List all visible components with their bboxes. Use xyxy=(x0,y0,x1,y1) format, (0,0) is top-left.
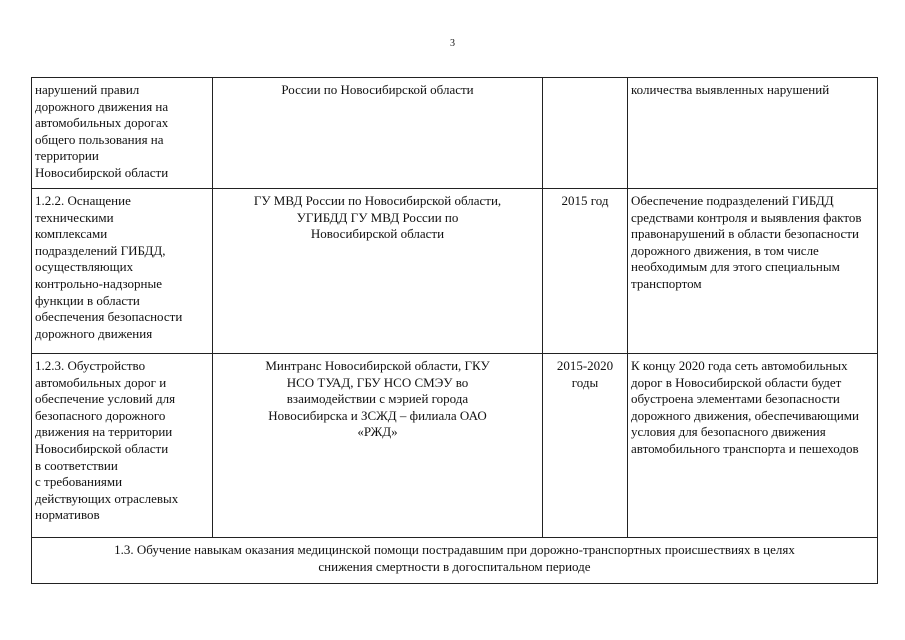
cell-text-line: автомобильного транспорта и пешеходов xyxy=(631,440,859,456)
cell-text-line: дорог в Новосибирской области будет xyxy=(631,374,842,390)
action-cell xyxy=(32,78,213,189)
cell-text-line: обеспечение условий для xyxy=(35,391,176,407)
cell-text-line: дорожного движения, в том числе xyxy=(631,242,819,258)
cell-text-line: взаимодействии с мэрией города xyxy=(286,391,469,407)
cell-text-line: комплексами xyxy=(35,226,108,242)
cell-text-line: безопасного дорожного xyxy=(35,407,166,423)
cell-text-line: дорожного движения, обеспечивающими xyxy=(631,407,859,423)
cell-text-line: Новосибирской области xyxy=(35,164,169,180)
action-cell xyxy=(32,189,213,354)
cell-text-line: 1.2.2. Оснащение xyxy=(35,193,131,208)
cell-text-line: транспортом xyxy=(631,275,702,291)
cell-text-line: УГИБДД ГУ МВД России по xyxy=(296,209,459,225)
cell-text-line: контрольно-надзорные xyxy=(35,275,163,291)
term-cell xyxy=(543,189,628,354)
cell-text-line: Обеспечение подразделений ГИБДД xyxy=(631,193,834,208)
cell-text-line: дорожного движения на xyxy=(35,98,169,114)
cell-text-line: автомобильных дорогах xyxy=(35,115,169,131)
table-row xyxy=(32,78,878,189)
result-cell xyxy=(628,354,878,538)
executor-cell xyxy=(213,189,543,354)
cell-text-line: нормативов xyxy=(35,507,100,523)
measures-table xyxy=(31,77,878,584)
cell-text-line: необходимым для этого специальным xyxy=(631,259,840,275)
cell-text-line: Новосибирска и ЗСЖД – филиала ОАО xyxy=(268,407,487,423)
cell-text-line: осуществляющих xyxy=(35,259,134,275)
cell-text-line: в соответствии xyxy=(35,457,118,473)
result-cell xyxy=(628,78,878,189)
table-row xyxy=(32,354,878,538)
term-cell xyxy=(543,354,628,538)
cell-text-line: функции в области xyxy=(35,292,140,308)
cell-text-line: автомобильных дорог и xyxy=(35,374,167,390)
cell-text-line: Минтранс Новосибирской области, ГКУ xyxy=(265,358,490,373)
cell-text-line: Новосибирской области xyxy=(310,226,445,242)
executor-cell xyxy=(213,78,543,189)
cell-text-line: ГУ МВД России по Новосибирской области, xyxy=(253,193,502,208)
cell-text-line: количества выявленных нарушений xyxy=(631,82,830,97)
cell-text-line: действующих отраслевых xyxy=(35,490,179,506)
result-cell xyxy=(628,189,878,354)
cell-text-line: 1.3. Обучение навыкам оказания медицинской помощи пострадавшим при дорожно-транспортных происшествиях в целях xyxy=(114,542,795,557)
cell-text-line: правонарушений в области безопасности xyxy=(631,226,859,242)
table-row xyxy=(32,189,878,354)
cell-text-line: техническими xyxy=(35,209,114,225)
cell-text-line: снижения смертности в догоспитальном периоде xyxy=(318,558,591,574)
cell-text-line: 1.2.3. Обустройство xyxy=(35,358,146,373)
executor-cell xyxy=(213,354,543,538)
cell-text-line: «РЖД» xyxy=(357,424,398,440)
cell-text-line: 2015 год xyxy=(561,193,609,208)
cell-text-line: условия для безопасного движения xyxy=(631,424,826,440)
cell-text-line: общего пользования на xyxy=(35,131,164,147)
cell-text-line: 2015-2020 xyxy=(556,358,614,373)
cell-text-line: нарушений правил xyxy=(35,82,140,97)
cell-text-line: обеспечения безопасности xyxy=(35,309,183,325)
cell-text-line: Новосибирской области xyxy=(35,440,169,456)
cell-text-line: НСО ТУАД, ГБУ НСО СМЭУ во xyxy=(286,374,469,390)
cell-text-line: с требованиями xyxy=(35,474,123,490)
action-cell xyxy=(32,354,213,538)
section-row xyxy=(32,538,878,584)
page-number: 3 xyxy=(450,38,455,49)
section-heading xyxy=(32,538,878,584)
cell-text-line: движения на территории xyxy=(35,424,173,440)
cell-text-line: территории xyxy=(35,148,99,164)
cell-text-line: России по Новосибирской области xyxy=(281,82,474,97)
cell-text-line: годы xyxy=(571,374,599,390)
cell-text-line: К концу 2020 года сеть автомобильных xyxy=(631,358,848,373)
cell-text-line: средствами контроля и выявления фактов xyxy=(631,209,862,225)
cell-text-line: подразделений ГИБДД, xyxy=(35,242,166,258)
cell-text-line: дорожного движения xyxy=(35,325,153,341)
term-cell xyxy=(543,78,628,189)
cell-text-line: обустроена элементами безопасности xyxy=(631,391,840,407)
